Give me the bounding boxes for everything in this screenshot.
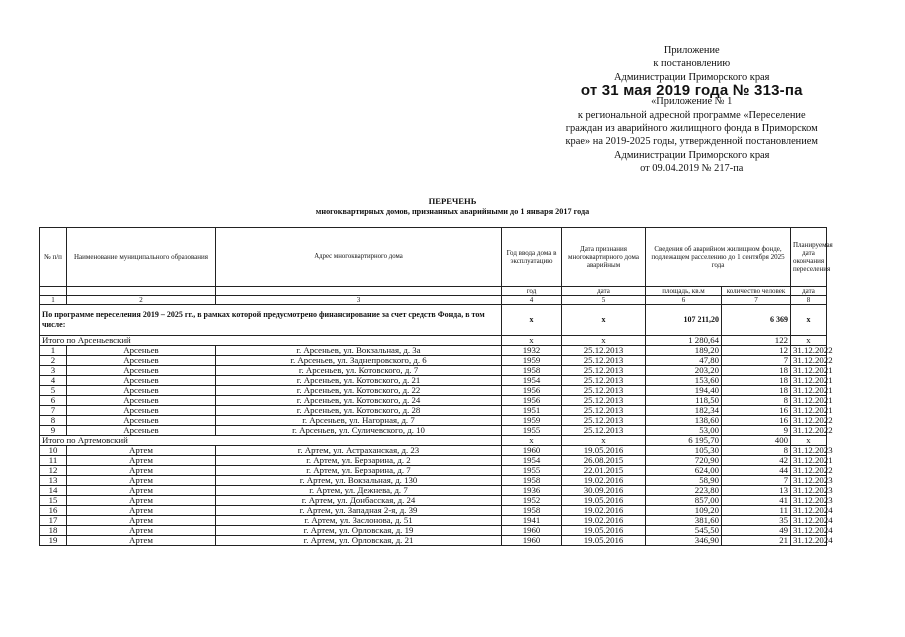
table-row xyxy=(40,346,827,356)
row-year: 1956 xyxy=(502,386,562,396)
row-area: 381,60 xyxy=(646,516,722,526)
row-municipality: Арсеньев xyxy=(67,416,216,426)
col-header-municipality: Наименование муниципального образования xyxy=(67,228,216,287)
row-people: 16 xyxy=(722,406,791,416)
row-number: 4 xyxy=(40,376,67,386)
row-number: 17 xyxy=(40,516,67,526)
row-municipality: Арсеньев xyxy=(67,386,216,396)
row-people: 13 xyxy=(722,486,791,496)
row-address: г. Арсеньев, ул. Вокзальная, д. 3а xyxy=(216,346,502,356)
table-header-row xyxy=(40,228,827,287)
row-number: 15 xyxy=(40,496,67,506)
row-date: 30.09.2016 xyxy=(562,486,646,496)
row-date: 22.01.2015 xyxy=(562,466,646,476)
row-municipality: Арсеньев xyxy=(67,346,216,356)
row-area: 182,34 xyxy=(646,406,722,416)
row-area: 138,60 xyxy=(646,416,722,426)
row-people: 49 xyxy=(722,526,791,536)
section-date: x xyxy=(562,436,646,446)
row-planned: 31.12.2021 xyxy=(791,396,827,406)
row-people: 11 xyxy=(722,506,791,516)
row-address: г. Артем, ул. Западная 2-я, д. 39 xyxy=(216,506,502,516)
row-municipality: Артем xyxy=(67,526,216,536)
table-row xyxy=(40,386,827,396)
row-people: 35 xyxy=(722,516,791,526)
col-number: 7 xyxy=(722,296,791,305)
row-address: г. Арсеньев, ул. Котовского, д. 22 xyxy=(216,386,502,396)
row-people: 16 xyxy=(722,416,791,426)
col-header-num: № п/п xyxy=(40,228,67,287)
program-people: 6 369 xyxy=(722,305,791,336)
row-municipality: Артем xyxy=(67,446,216,456)
row-planned: 31.12.2024 xyxy=(791,526,827,536)
table-row xyxy=(40,526,827,536)
row-year: 1956 xyxy=(502,396,562,406)
row-year: 1959 xyxy=(502,356,562,366)
row-date: 19.05.2016 xyxy=(562,496,646,506)
row-address: г. Арсеньев, ул. Котовского, д. 21 xyxy=(216,376,502,386)
program-date: x xyxy=(562,305,646,336)
row-municipality: Артем xyxy=(67,486,216,496)
row-people: 21 xyxy=(722,536,791,546)
row-area: 857,00 xyxy=(646,496,722,506)
row-municipality: Арсеньев xyxy=(67,376,216,386)
header-line-10: от 09.04.2019 № 217-па xyxy=(640,163,744,175)
table-row xyxy=(40,486,827,496)
section-year: x xyxy=(502,336,562,346)
row-address: г. Артем, ул. Заслонова, д. 51 xyxy=(216,516,502,526)
row-number: 19 xyxy=(40,536,67,546)
table-body xyxy=(40,305,833,546)
row-planned: 31.12.2024 xyxy=(791,506,827,516)
row-number: 3 xyxy=(40,366,67,376)
section-planned: x xyxy=(791,336,827,346)
row-address: г. Арсеньев, ул. Суличевского, д. 10 xyxy=(216,426,502,436)
row-date: 19.02.2016 xyxy=(562,516,646,526)
row-people: 8 xyxy=(722,396,791,406)
table-row xyxy=(40,416,827,426)
row-people: 18 xyxy=(722,386,791,396)
table-row xyxy=(40,366,827,376)
section-label: Итого по Артемовский xyxy=(40,436,502,446)
row-year: 1954 xyxy=(502,376,562,386)
row-municipality: Арсеньев xyxy=(67,426,216,436)
header-line-1: Приложение xyxy=(663,45,720,56)
row-area: 203,20 xyxy=(646,366,722,376)
document-subtitle: многоквартирных домов, признанных аварийными до 1 января 2017 года xyxy=(315,207,590,216)
row-date: 19.02.2016 xyxy=(562,476,646,486)
row-number: 18 xyxy=(40,526,67,536)
unit-people: количество человек xyxy=(722,287,791,296)
document-title: ПЕРЕЧЕНЬ xyxy=(428,196,477,206)
row-area: 47,80 xyxy=(646,356,722,366)
row-address: г. Артем, ул. Дежнева, д. 7 xyxy=(216,486,502,496)
row-planned: 31.12.2023 xyxy=(791,496,827,506)
row-number: 11 xyxy=(40,456,67,466)
row-municipality: Артем xyxy=(67,496,216,506)
row-year: 1960 xyxy=(502,446,562,456)
row-number: 16 xyxy=(40,506,67,516)
col-header-year: Год ввода дома в эксплуатацию xyxy=(502,228,562,287)
row-planned: 31.12.2021 xyxy=(791,406,827,416)
row-date: 19.05.2016 xyxy=(562,526,646,536)
row-address: г. Артем, ул. Орловская, д. 19 xyxy=(216,526,502,536)
header-line-7: граждан из аварийного жилищного фонда в Приморском xyxy=(565,123,818,135)
table-row xyxy=(40,406,827,416)
row-planned: 31.12.2021 xyxy=(791,366,827,376)
row-municipality: Артем xyxy=(67,466,216,476)
row-people: 7 xyxy=(722,476,791,486)
row-date: 25.12.2013 xyxy=(562,416,646,426)
unit-planned: дата xyxy=(791,287,827,296)
row-year: 1941 xyxy=(502,516,562,526)
row-area: 194,40 xyxy=(646,386,722,396)
row-number: 12 xyxy=(40,466,67,476)
table-row xyxy=(40,496,827,506)
houses-table xyxy=(39,227,833,546)
section-planned: x xyxy=(791,436,827,446)
row-date: 25.12.2013 xyxy=(562,396,646,406)
row-municipality: Арсеньев xyxy=(67,406,216,416)
row-municipality: Арсеньев xyxy=(67,396,216,406)
row-number: 10 xyxy=(40,446,67,456)
section-total-row xyxy=(40,436,827,446)
table-row xyxy=(40,536,827,546)
table-units-row xyxy=(40,287,827,296)
row-people: 44 xyxy=(722,466,791,476)
row-year: 1958 xyxy=(502,506,562,516)
row-area: 109,20 xyxy=(646,506,722,516)
row-year: 1959 xyxy=(502,416,562,426)
row-municipality: Арсеньев xyxy=(67,366,216,376)
section-label: Итого по Арсеньевский xyxy=(40,336,502,346)
row-area: 545,50 xyxy=(646,526,722,536)
row-people: 9 xyxy=(722,426,791,436)
row-area: 58,90 xyxy=(646,476,722,486)
section-area: 6 195,70 xyxy=(646,436,722,446)
row-year: 1960 xyxy=(502,536,562,546)
header-line-8: крае» на 2019-2025 годы, утвержденной постановлением xyxy=(565,136,818,148)
row-address: г. Артем, ул. Вокзальная, д. 130 xyxy=(216,476,502,486)
program-planned: x xyxy=(791,305,827,336)
row-number: 5 xyxy=(40,386,67,396)
decree-date-number: от 31 мая 2019 года № 313-па xyxy=(580,82,803,100)
row-municipality: Арсеньев xyxy=(67,356,216,366)
col-number: 1 xyxy=(40,296,67,305)
row-area: 189,20 xyxy=(646,346,722,356)
row-year: 1958 xyxy=(502,476,562,486)
row-year: 1955 xyxy=(502,466,562,476)
row-people: 18 xyxy=(722,366,791,376)
row-address: г. Артем, ул. Астраханская, д. 23 xyxy=(216,446,502,456)
row-municipality: Артем xyxy=(67,476,216,486)
header-line-5: «Приложение № 1 xyxy=(651,96,733,108)
section-people: 400 xyxy=(722,436,791,446)
row-area: 53,00 xyxy=(646,426,722,436)
row-area: 346,90 xyxy=(646,536,722,546)
row-number: 7 xyxy=(40,406,67,416)
row-date: 19.05.2016 xyxy=(562,536,646,546)
row-planned: 31.12.2022 xyxy=(791,466,827,476)
section-people: 122 xyxy=(722,336,791,346)
row-area: 105,30 xyxy=(646,446,722,456)
row-year: 1955 xyxy=(502,426,562,436)
table-row xyxy=(40,516,827,526)
row-date: 25.12.2013 xyxy=(562,356,646,366)
row-planned: 31.12.2022 xyxy=(791,346,827,356)
table-row xyxy=(40,456,827,466)
table-row xyxy=(40,396,827,406)
section-area: 1 280,64 xyxy=(646,336,722,346)
program-year: x xyxy=(502,305,562,336)
row-area: 153,60 xyxy=(646,376,722,386)
row-planned: 31.12.2024 xyxy=(791,536,827,546)
col-number: 5 xyxy=(562,296,646,305)
row-number: 1 xyxy=(40,346,67,356)
row-planned: 31.12.2022 xyxy=(791,426,827,436)
row-address: г. Артем, ул. Орловская, д. 21 xyxy=(216,536,502,546)
row-year: 1960 xyxy=(502,526,562,536)
row-number: 9 xyxy=(40,426,67,436)
table-row xyxy=(40,466,827,476)
row-planned: 31.12.2023 xyxy=(791,446,827,456)
col-header-address: Адрес многоквартирного дома xyxy=(216,228,502,287)
header-line-6: к региональной адресной программе «Переселение xyxy=(577,109,806,121)
col-number: 4 xyxy=(502,296,562,305)
row-year: 1954 xyxy=(502,456,562,466)
row-municipality: Артем xyxy=(67,516,216,526)
section-date: x xyxy=(562,336,646,346)
row-number: 14 xyxy=(40,486,67,496)
table-row xyxy=(40,446,827,456)
row-date: 25.12.2013 xyxy=(562,366,646,376)
row-area: 223,80 xyxy=(646,486,722,496)
row-people: 41 xyxy=(722,496,791,506)
col-number: 6 xyxy=(646,296,722,305)
row-number: 8 xyxy=(40,416,67,426)
header-line-3: Администрации Приморского края xyxy=(614,71,770,83)
row-number: 2 xyxy=(40,356,67,366)
unit-year: год xyxy=(502,287,562,296)
row-year: 1936 xyxy=(502,486,562,496)
row-date: 26.08.2015 xyxy=(562,456,646,466)
row-municipality: Артем xyxy=(67,506,216,516)
row-planned: 31.12.2022 xyxy=(791,356,827,366)
col-header-date: Дата признания многоквартирного дома аварийным xyxy=(562,228,646,287)
row-date: 25.12.2013 xyxy=(562,406,646,416)
table-row xyxy=(40,506,827,516)
document-header xyxy=(566,44,819,176)
row-date: 25.12.2013 xyxy=(562,346,646,356)
row-date: 19.02.2016 xyxy=(562,506,646,516)
row-municipality: Артем xyxy=(67,536,216,546)
row-planned: 31.12.2024 xyxy=(791,516,827,526)
table-row xyxy=(40,356,827,366)
row-planned: 31.12.2021 xyxy=(791,386,827,396)
row-planned: 31.12.2022 xyxy=(791,416,827,426)
row-year: 1951 xyxy=(502,406,562,416)
section-year: x xyxy=(502,436,562,446)
row-number: 13 xyxy=(40,476,67,486)
row-address: г. Артем, ул. Берзарина, д. 2 xyxy=(216,456,502,466)
header-line-2: к постановлению xyxy=(653,58,731,70)
col-number: 8 xyxy=(791,296,827,305)
row-date: 25.12.2013 xyxy=(562,426,646,436)
row-year: 1958 xyxy=(502,366,562,376)
row-year: 1952 xyxy=(502,496,562,506)
row-people: 7 xyxy=(722,356,791,366)
row-planned: 31.12.2023 xyxy=(791,486,827,496)
table-row xyxy=(40,426,827,436)
row-area: 624,00 xyxy=(646,466,722,476)
row-date: 25.12.2013 xyxy=(562,376,646,386)
row-number: 6 xyxy=(40,396,67,406)
unit-date: дата xyxy=(562,287,646,296)
row-address: г. Арсеньев, ул. Заднепровского, д. 6 xyxy=(216,356,502,366)
row-address: г. Арсеньев, ул. Котовского, д. 24 xyxy=(216,396,502,406)
row-address: г. Арсеньев, ул. Котовского, д. 28 xyxy=(216,406,502,416)
row-planned: 31.12.2023 xyxy=(791,476,827,486)
row-planned: 31.12.2021 xyxy=(791,376,827,386)
row-area: 118,50 xyxy=(646,396,722,406)
col-header-info: Сведения об аварийном жилищном фонде, подлежащем расселению до 1 сентября 2025 года xyxy=(646,228,791,287)
row-people: 8 xyxy=(722,446,791,456)
table-row xyxy=(40,476,827,486)
row-year: 1932 xyxy=(502,346,562,356)
row-date: 25.12.2013 xyxy=(562,386,646,396)
table-row xyxy=(40,376,827,386)
row-address: г. Артем, ул. Донбасская, д. 24 xyxy=(216,496,502,506)
row-address: г. Артем, ул. Берзарина, д. 7 xyxy=(216,466,502,476)
row-planned: 31.12.2021 xyxy=(791,456,827,466)
row-people: 42 xyxy=(722,456,791,466)
col-header-planned: Планируемая дата окончания переселения xyxy=(791,228,827,287)
col-number: 2 xyxy=(67,296,216,305)
row-people: 18 xyxy=(722,376,791,386)
row-address: г. Арсеньев, ул. Котовского, д. 7 xyxy=(216,366,502,376)
program-label: По программе переселения 2019 – 2025 гг., в рамках которой предусмотрено финансирование за счет средств Фонда, в том числе: xyxy=(40,305,502,336)
table-column-numbers-row xyxy=(40,296,827,305)
row-area: 720,90 xyxy=(646,456,722,466)
unit-area: площадь, кв.м xyxy=(646,287,722,296)
section-total-row xyxy=(40,336,827,346)
program-area: 107 211,20 xyxy=(646,305,722,336)
row-municipality: Артем xyxy=(67,456,216,466)
row-date: 19.05.2016 xyxy=(562,446,646,456)
program-total-row xyxy=(40,305,827,336)
header-line-9: Администрации Приморского края xyxy=(614,149,770,161)
row-address: г. Арсеньев, ул. Нагорная, д. 7 xyxy=(216,416,502,426)
col-number: 3 xyxy=(216,296,502,305)
row-people: 12 xyxy=(722,346,791,356)
